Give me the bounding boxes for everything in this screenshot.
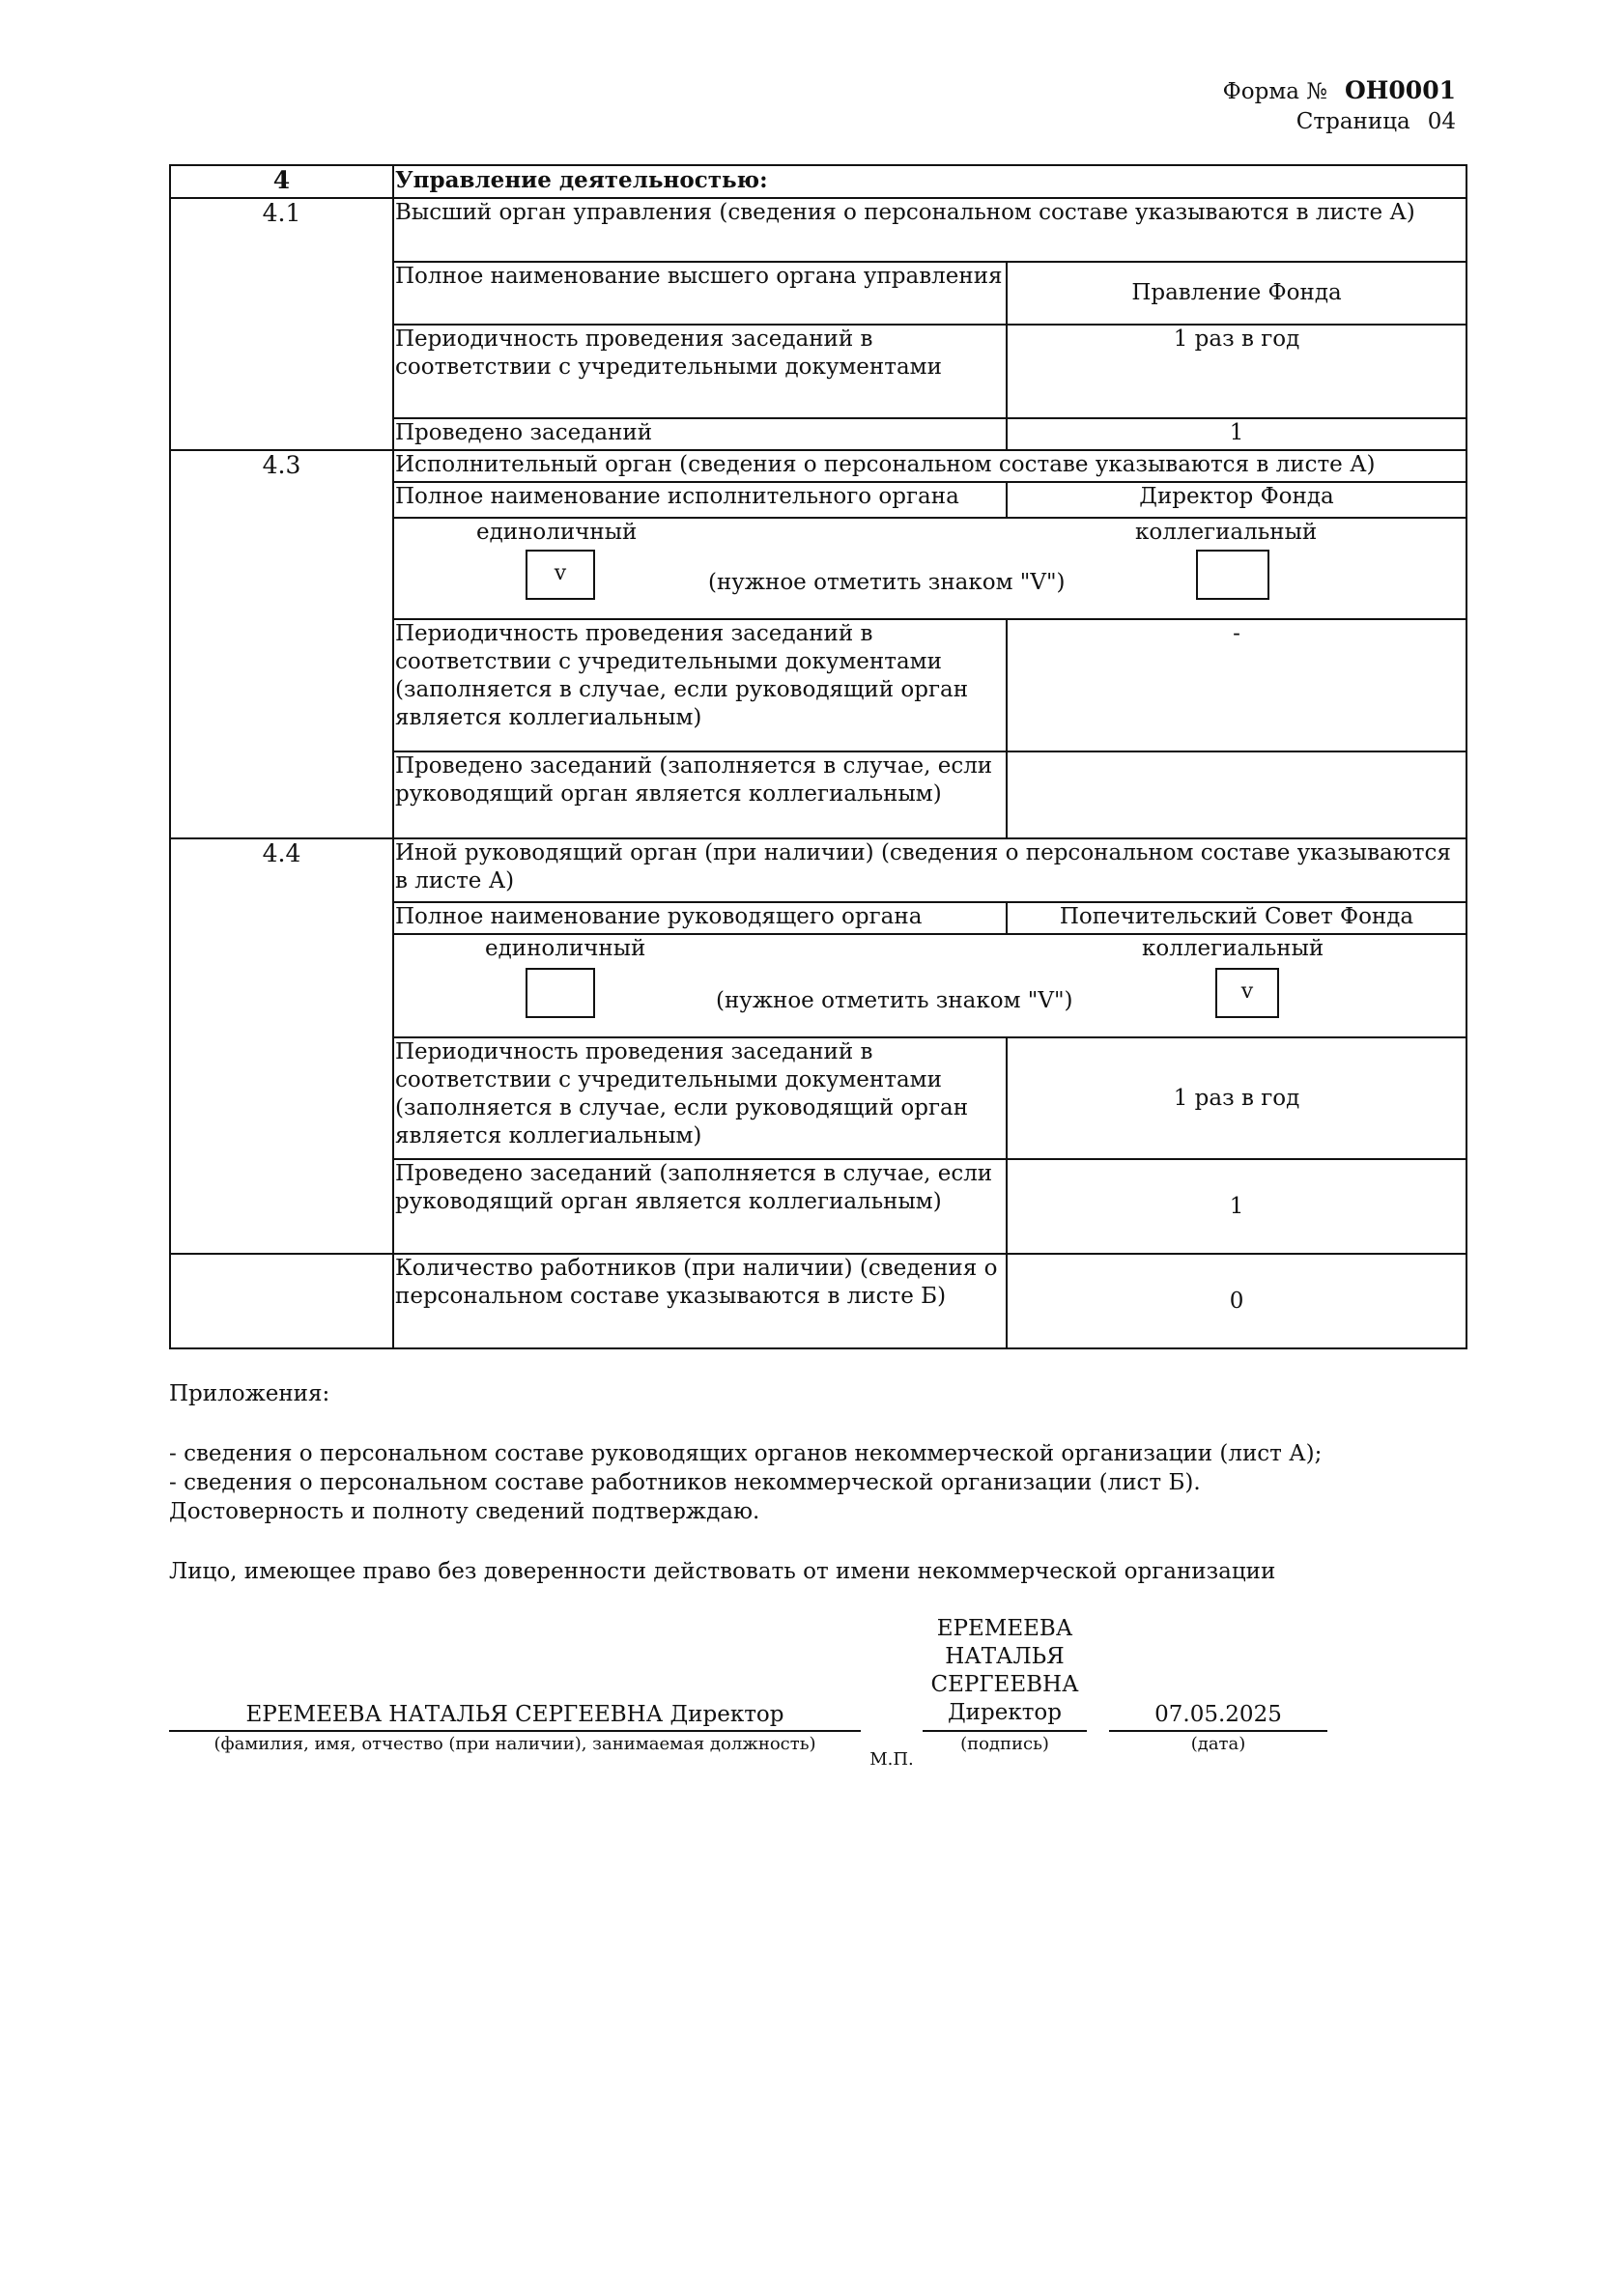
s41-held-label: Проведено заседаний <box>393 418 1007 450</box>
signature-line-3: СЕРГЕЕВНА <box>930 1672 1079 1697</box>
s43-sole-checkbox[interactable]: v <box>526 550 595 600</box>
s43-period-label: Периодичность проведения заседаний в соответствии с учредительными документами (заполняется в случае, если руководящий орган является коллегиальным) <box>393 619 1007 751</box>
attachment-a: - сведения о персональном составе руководящих органов некоммерческой организации (лист А); <box>169 1441 1323 1466</box>
date-value: 07.05.2025 <box>1154 1702 1282 1727</box>
form-header <box>1223 75 1456 137</box>
s44-name-value: Попечительский Совет Фонда <box>1007 902 1466 934</box>
s41-period-value: 1 раз в год <box>1007 325 1466 418</box>
mp-label: М.П. <box>869 1749 914 1770</box>
s43-hint: (нужное отметить знаком "V") <box>708 570 1066 595</box>
s44-title-row <box>170 838 1466 902</box>
s43-collegial-label: коллегиальный <box>1135 520 1318 545</box>
s43-name-label: Полное наименование исполнительного органа <box>393 482 1007 518</box>
signature <box>923 1615 1087 1727</box>
s43-held-value <box>1007 751 1466 838</box>
s44-sole-label: единоличный <box>485 936 646 961</box>
workers-number-cell <box>170 1254 393 1348</box>
form-label: Форма № <box>1222 79 1328 104</box>
s41-title: Высший орган управления (сведения о персональном составе указываются в листе А) <box>393 198 1466 262</box>
signature-line-2: НАТАЛЬЯ <box>945 1644 1065 1669</box>
s43-sole-label: единоличный <box>476 520 638 545</box>
s44-number: 4.4 <box>170 838 393 1254</box>
s44-held-value: 1 <box>1007 1159 1466 1254</box>
s41-held-value: 1 <box>1007 418 1466 450</box>
s44-collegial-checkbox[interactable]: v <box>1215 968 1279 1018</box>
s41-name-label: Полное наименование высшего органа управления <box>393 262 1007 325</box>
signature-line-4: Директор <box>947 1700 1063 1725</box>
confirm-text: Достоверность и полноту сведений подтверждаю. <box>169 1499 760 1524</box>
s41-number: 4.1 <box>170 198 393 450</box>
s43-held-label: Проведено заседаний (заполняется в случае, если руководящий орган является коллегиальным) <box>393 751 1007 838</box>
section-4-row <box>170 165 1466 198</box>
s44-title: Иной руководящий орган (при наличии) (сведения о персональном составе указываются в листе А) <box>393 838 1466 902</box>
page-label: Страница <box>1296 109 1410 134</box>
s41-period-label: Периодичность проведения заседаний в соответствии с учредительными документами <box>393 325 1007 418</box>
workers-value: 0 <box>1007 1254 1466 1348</box>
s43-name-value: Директор Фонда <box>1007 482 1466 518</box>
full-name: ЕРЕМЕЕВА НАТАЛЬЯ СЕРГЕЕВНА Директор <box>245 1702 784 1727</box>
person-line: Лицо, имеющее право без доверенности действовать от имени некоммерческой организации <box>169 1559 1276 1584</box>
name-caption: (фамилия, имя, отчество (при наличии), занимаемая должность) <box>169 1730 861 1755</box>
attachment-b: - сведения о персональном составе работников некоммерческой организации (лист Б). <box>169 1470 1201 1495</box>
s44-period-value: 1 раз в год <box>1007 1037 1466 1159</box>
s43-title: Исполнительный орган (сведения о персональном составе указываются в листе А) <box>393 450 1466 482</box>
section-title: Управление деятельностью: <box>393 165 1466 198</box>
s43-collegial-checkbox[interactable] <box>1196 550 1269 600</box>
s43-period-value: - <box>1007 619 1466 751</box>
page-number: 04 <box>1427 109 1456 134</box>
s44-period-label: Периодичность проведения заседаний в соответствии с учредительными документами (заполняется в случае, если руководящий орган является коллегиальным) <box>393 1037 1007 1159</box>
s41-title-row <box>170 198 1466 262</box>
s44-sole-checkbox[interactable] <box>526 968 595 1018</box>
form-number: ОН0001 <box>1345 76 1456 104</box>
workers-label: Количество работников (при наличии) (сведения о персональном составе указываются в листе Б) <box>393 1254 1007 1348</box>
s44-name-label: Полное наименование руководящего органа <box>393 902 1007 934</box>
s44-hint: (нужное отметить знаком "V") <box>716 988 1073 1013</box>
s41-name-value: Правление Фонда <box>1007 262 1466 325</box>
attachments-title: Приложения: <box>169 1381 330 1406</box>
s44-held-label: Проведено заседаний (заполняется в случае, если руководящий орган является коллегиальным) <box>393 1159 1007 1254</box>
workers-row <box>170 1254 1466 1348</box>
section-number: 4 <box>170 165 393 198</box>
signature-line-1: ЕРЕМЕЕВА <box>936 1616 1073 1641</box>
date-caption: (дата) <box>1109 1730 1327 1755</box>
s43-title-row <box>170 450 1466 482</box>
signature-caption: (подпись) <box>923 1730 1087 1755</box>
governance-table <box>169 164 1467 1349</box>
s43-number: 4.3 <box>170 450 393 838</box>
s44-collegial-label: коллегиальный <box>1142 936 1324 961</box>
